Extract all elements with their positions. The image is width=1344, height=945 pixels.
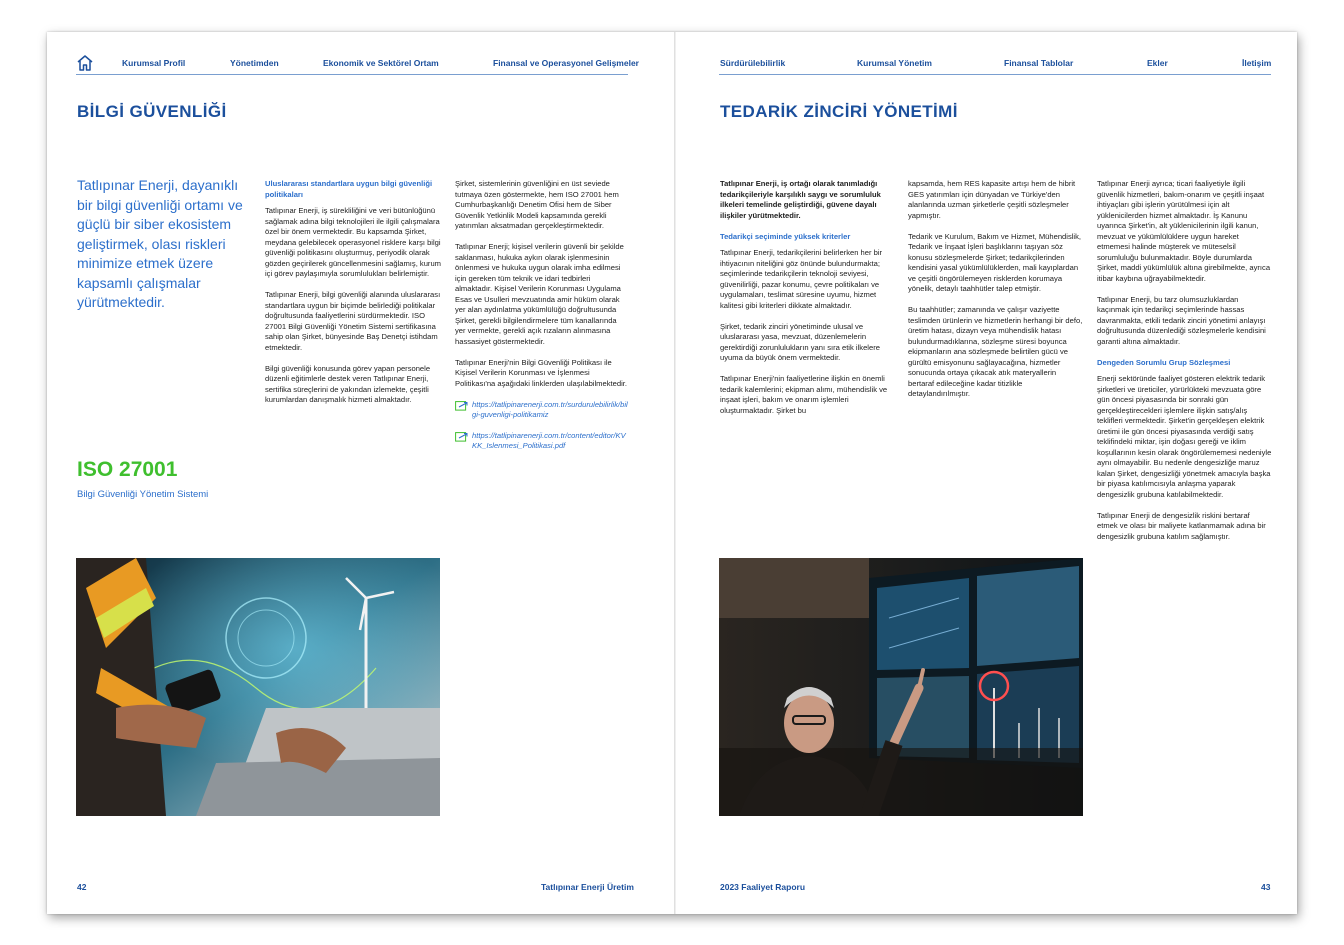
iso-highlight: ISO 27001: [77, 458, 178, 481]
page-number-left: 42: [77, 882, 87, 892]
paragraph: Tatlıpınar Enerji, iş sürekliliğini ve veri bütünlüğünü sağlamak adına bilgi teknolojileri ile ilgili çalışmalara özel bir önem vermektedir. Bu kapsamda Şirket, meydana gelebilecek operasyonel risklere karşı bilgi güvenliği politikasını oluşturmuş, periyodik olarak gözden geçirilerek güncellenmesini sağlamış, kurum içi görev paylaşımıyla sorumlulukları belirlemiştir.: [265, 206, 442, 278]
nav-iletisim[interactable]: İletişim: [1242, 58, 1272, 68]
subheading: Tedarikçi seçiminde yüksek kriterler: [720, 231, 851, 241]
paragraph: Enerji sektöründe faaliyet gösteren elektrik tedarik şirketleri ve üreticiler, yürürlükteki mevzuata göre gün öncesi piyasasında bir sonraki gün gerçekleştirecekleri işlemlere ilişkin satış/alış teklifleri vermektedir. Şirket'in gerçekleşen elektrik üretimi ile gün öncesi piyasasında verdiği satış teklifindeki miktar, işin doğası gereği ve iklim koşullarının kesin olarak öngörülememesi nedeniyle aynı olmayabilir. Bu nedenle dengesizliğe maruz kalan Şirket, dengesizliği yönetmek amacıyla başka bir piyasa katılımcısıyla anlaşma yaparak dengesizlik grubuna katılabilmektedir.: [1097, 374, 1272, 499]
nav-surdurulebilirlik[interactable]: Sürdürülebilirlik: [720, 58, 786, 68]
paragraph: Tatlıpınar Enerji ayrıca; ticari faaliyetiyle ilgili güvenlik hizmetleri, bakım-onarım ve çeşitli inşaat ihtiyaçları gibi işlerin yürütülmesi için alt yüklenicilerden hizmet almaktadır. İş Kanunu uyarınca Şirket'in, alt yüklenicilerinin ilgili kanun, mevzuat ve yükümlülüklere uygun hareket etmemesi halinde müşterek ve müteselsil sorumluluğu bulunmaktadır. Böyle durumlarda Şirket, maddi yükümlülük altına girebilmekte, ayrıca itibar kaybına uğrayabilmektedir.: [1097, 179, 1271, 283]
page-number-right: 43: [1261, 882, 1271, 892]
paragraph: Şirket, tedarik zinciri yönetiminde ulusal ve uluslararası yasa, mevzuat, düzenlemelerin gerektirdiği zorunlulukların yanı sıra etik ilkelere uyuma da büyük önem vermektedir.: [720, 321, 880, 362]
subheading: Uluslararası standartlara uygun bilgi güvenliği politikaları: [265, 179, 433, 199]
policy-link-2[interactable]: [455, 431, 629, 452]
paragraph: Bilgi güvenliği konusunda görev yapan personele düzenli eğitimlerle destek veren Tatlıpınar Enerji, sertifika süreçlerini de yakından izlemekte, çeşitli kurumlardan danışmalık hizmeti almaktadır.: [265, 363, 431, 404]
paragraph: Tatlıpınar Enerji de dengesizlik riskini bertaraf etmek ve olası bir maliyete katlanmamak adına bir dengesizlik grubuna katılım sağlamıştır.: [1097, 510, 1266, 541]
nav-finansal-operasyonel[interactable]: Finansal ve Operasyonel Gelişmeler: [493, 58, 639, 68]
link-icon: [455, 401, 468, 412]
paragraph: Tatlıpınar Enerji'nin faaliyetlerine ilişkin en önemli tedarik kalemlerini; ekipman alımı, mühendislik ve inşaat işleri, bakım ve onarım işlemleri oluşturmaktadır. Şirket bu: [720, 374, 888, 415]
page-gutter: [674, 32, 676, 914]
photo-technician-laptop: [76, 558, 440, 816]
lead-statement: Tatlıpınar Enerji, dayanıklı bir bilgi güvenliği ortamı ve güçlü bir siber ekosistem geliştirmek, olası riskleri minimize etmek üzere kapsamlı çalışmalar yürütmektedir.: [77, 177, 243, 310]
iso-caption: Bilgi Güvenliği Yönetim Sistemi: [77, 489, 209, 500]
paragraph: Tedarik ve Kurulum, Bakım ve Hizmet, Mühendislik, Tedarik ve İnşaat İşleri başlıklarını taşıyan söz konusu sözleşmelerde Şirket; tedarikçilerinden kendisini yasal yükümlülüklerden, mali kayıplardan ve çeşitli öngörülemeyen risklerden korumaya yönelik, detaylı taahhütler talep etmiştir.: [908, 231, 1082, 293]
nav-divider-left: [76, 74, 628, 75]
link-url[interactable]: https://tatlipinarenerji.com.tr/surdurulebilirlik/bilgi-guvenligi-politikamiz: [472, 399, 628, 419]
footer-company: Tatlıpınar Enerji Üretim: [541, 882, 634, 892]
paragraph: Tatlıpınar Enerji, tedarikçilerini belirlerken her bir ihtiyacının niteliğini göz önünde bulundurmakta; seçimlerinde tedarikçilerin teknoloji seviyesi, güvenilirliği, pazar konumu, çevre politikaları ve uygulamaları, teslimat süresine uyumu, hizmet kalitesi gibi kriterleri dikkate almaktadır.: [720, 248, 883, 310]
page-title-tedarik-zinciri: TEDARİK ZİNCİRİ YÖNETİMİ: [720, 102, 958, 121]
nav-ekler[interactable]: Ekler: [1147, 58, 1168, 68]
paragraph: Tatlıpınar Enerji; kişisel verilerin güvenli bir şekilde saklanması, hukuka aykırı olarak işlenmesinin önlenmesi ve hukuka uygun olarak imha edilmesi için gereken tüm teknik ve idari tedbirleri almaktadır. Kişisel Verilerin Korunması Uygulama Esas ve Usulleri mevzuatında amir hüküm olarak yer alan aydınlatma yükümlülüğü doğrultusunda Şirket, gerekli bilgilendirmelere tüm kanallarında yer vermekte, gerekli açık rızaların alınmasına hassasiyet göstermektedir.: [455, 242, 624, 346]
photo-control-room: [719, 558, 1083, 816]
nav-finansal-tablolar[interactable]: Finansal Tablolar: [1004, 58, 1074, 68]
right-column-3: [1097, 179, 1272, 553]
paragraph: Tatlıpınar Enerji, bilgi güvenliği alanında uluslararası standartlara uygun bir biçimde belirlediği politikalar doğrultusunda faaliyetlerini sürdürmektedir. ISO 27001 Bilgi Güvenliği Yönetim Sistemi sertifikasına sahip olan Şirket, bünyesinde Baş Denetçi istihdam etmektedir.: [265, 290, 441, 352]
right-column-1: [720, 179, 895, 427]
paragraph: Tatlıpınar Enerji'nin Bilgi Güvenliği Politikası ile Kişisel Verilerin Korunması ve İşlenmesi Politikası'na aşağıdaki linklerden ulaşılabilmektedir.: [455, 357, 627, 388]
paragraph: kapsamda, hem RES kapasite artışı hem de hibrit GES yatırımları için dünyadan ve Türkiye'den alanlarında uzman şirketlerle çeşitli sözleşmeler yapmıştır.: [908, 179, 1076, 220]
paragraph: Tatlıpınar Enerji, bu tarz olumsuzluklardan kaçınmak için tedarikçi seçimlerinde hassas davranmakta, etkili tedarik zinciri yönetimi anlayışı doğrultusunda düzenlediği sözleşmelerle kendisini garanti altına almaktadır.: [1097, 294, 1266, 346]
nav-kurumsal-profil[interactable]: Kurumsal Profil: [122, 58, 186, 68]
nav-kurumsal-yonetim[interactable]: Kurumsal Yönetim: [857, 58, 932, 68]
nav-yonetimden[interactable]: Yönetimden: [230, 58, 279, 68]
paragraph: Bu taahhütler; zamanında ve çalışır vaziyette teslimden ürünlerin ve hizmetlerin herhangi bir defo, üretim hatası, dizayn veya mühendislik hatası bulundurmadıklarına, sözleşme süresi boyunca ekipmanların ana sözleşmede belirtilen gücü ve gürültü emisyonunu sağlayacağına, hizmetler sonucunda ortaya çıkacak atık materyallerin bertaraf edileceğine kadar titizlikle detaylandırılmıştır.: [908, 305, 1083, 398]
nav-ekonomik-sektorel[interactable]: Ekonomik ve Sektörel Ortam: [323, 58, 439, 68]
page-title-bilgi-guvenligi: BİLGİ GÜVENLİĞİ: [77, 102, 227, 121]
footer-report-title: 2023 Faaliyet Raporu: [720, 882, 806, 892]
right-column-2: [908, 179, 1083, 410]
left-column-1: [265, 179, 441, 416]
subheading: Dengeden Sorumlu Grup Sözleşmesi: [1097, 357, 1231, 367]
home-icon[interactable]: [76, 54, 94, 72]
paragraph: Şirket, sistemlerinin güvenliğini en üst seviede tutmaya özen göstermekte, hem ISO 27001 hem Cumhurbaşkanlığı Denetim Ofisi hem de Siber Güvenlik Yetkinlik Modeli kapsamında gerekli yatırımları aksatmadan gerçekleştirmektedir.: [455, 179, 619, 230]
left-column-2: [455, 179, 629, 462]
link-url[interactable]: https://tatlipinarenerji.com.tr/content/editor/KVKK_Islenmesi_Politikasi.pdf: [472, 430, 626, 450]
link-icon: [455, 432, 468, 443]
nav-divider-right: [719, 74, 1271, 75]
policy-link-1[interactable]: [455, 400, 629, 421]
intro-paragraph: Tatlıpınar Enerji, iş ortağı olarak tanımladığı tedarikçileriyle karşılıklı saygı ve sorumluluk ilkeleri temelinde geliştirdiği, güvene dayalı ilişkiler yürütmektedir.: [720, 179, 881, 220]
